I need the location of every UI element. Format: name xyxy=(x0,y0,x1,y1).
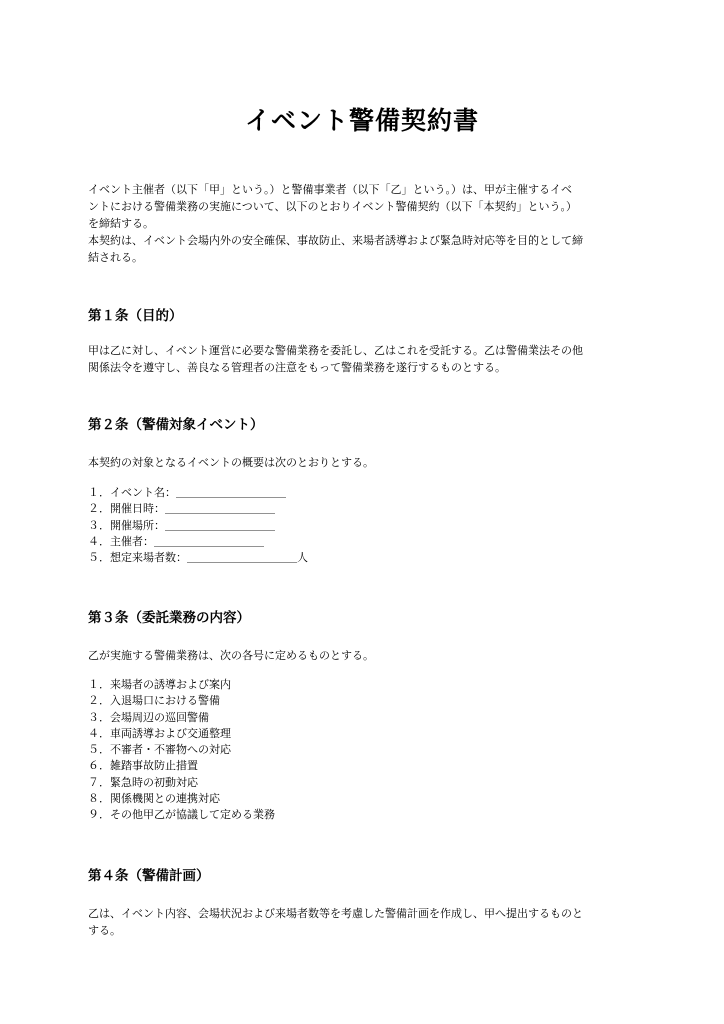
article-2-line: 本契約の対象となるイベントの概要は次のとおりとする。 xyxy=(88,456,374,469)
list-item: ５．不審者・不審物への対応 xyxy=(88,743,231,757)
article-1-line: 甲は乙に対し、イベント運営に必要な警備業務を委託し、乙はこれを受託する。乙は警備業法その他 xyxy=(88,344,583,357)
intro-line: ントにおける警備業務の実施について、以下のとおりイベント警備契約（以下「本契約」という。） xyxy=(88,200,578,213)
list-item: ２．開催日時：＿＿＿＿＿＿＿＿＿＿ xyxy=(88,502,275,516)
list-item: ４．車両誘導および交通整理 xyxy=(88,726,231,740)
list-item: ７．緊急時の初動対応 xyxy=(88,775,198,789)
document-title: イベント警備契約書 xyxy=(244,106,479,135)
article-4-line: 乙は、イベント内容、会場状況および来場者数等を考慮した警備計画を作成し、甲へ提出するものと xyxy=(88,907,583,920)
intro-paragraph xyxy=(88,181,648,266)
article-1-line: 関係法令を遵守し、善良なる管理者の注意をもって警備業務を遂行するものとする。 xyxy=(88,361,506,374)
list-item: ８．関係機関との連携対応 xyxy=(88,792,220,806)
list-item: ５．想定来場者数：＿＿＿＿＿＿＿＿＿＿人 xyxy=(88,551,308,565)
intro-line: を締結する。 xyxy=(88,217,154,230)
intro-line: 本契約は、イベント会場内外の安全確保、事故防止、来場者誘導および緊急時対応等を目的として締 xyxy=(88,234,583,247)
article-2-heading: 第２条（警備対象イベント） xyxy=(88,417,264,433)
list-item: ４．主催者：＿＿＿＿＿＿＿＿＿＿ xyxy=(88,534,264,548)
intro-line: 結される。 xyxy=(88,251,143,264)
list-item: ３．会場周辺の巡回警備 xyxy=(88,710,209,724)
list-item: ３．開催場所：＿＿＿＿＿＿＿＿＿＿ xyxy=(88,518,275,532)
article-1-heading: 第１条（目的） xyxy=(88,308,183,324)
list-item: ９．その他甲乙が協議して定める業務 xyxy=(88,808,275,822)
article-3-heading: 第３条（委託業務の内容） xyxy=(88,610,250,626)
article-1-body xyxy=(88,342,648,376)
article-2-list xyxy=(88,485,648,566)
article-4-line: する。 xyxy=(88,924,121,937)
list-item: １．来場者の誘導および案内 xyxy=(88,678,231,691)
article-4-body xyxy=(88,905,648,939)
article-3-line: 乙が実施する警備業務は、次の各号に定めるものとする。 xyxy=(88,649,374,662)
article-4-heading: 第４条（警備計画） xyxy=(88,868,210,884)
list-item: ２．入退場口における警備 xyxy=(88,694,220,708)
list-item: ６．雑踏事故防止措置 xyxy=(88,759,198,773)
intro-line: イベント主催者（以下「甲」という。）と警備事業者（以下「乙」という。）は、甲が主催するイベ xyxy=(88,183,572,196)
list-item: １．イベント名：＿＿＿＿＿＿＿＿＿＿ xyxy=(88,486,286,499)
article-2-body xyxy=(88,454,648,471)
article-3-body xyxy=(88,647,648,664)
article-3-list xyxy=(88,677,648,824)
